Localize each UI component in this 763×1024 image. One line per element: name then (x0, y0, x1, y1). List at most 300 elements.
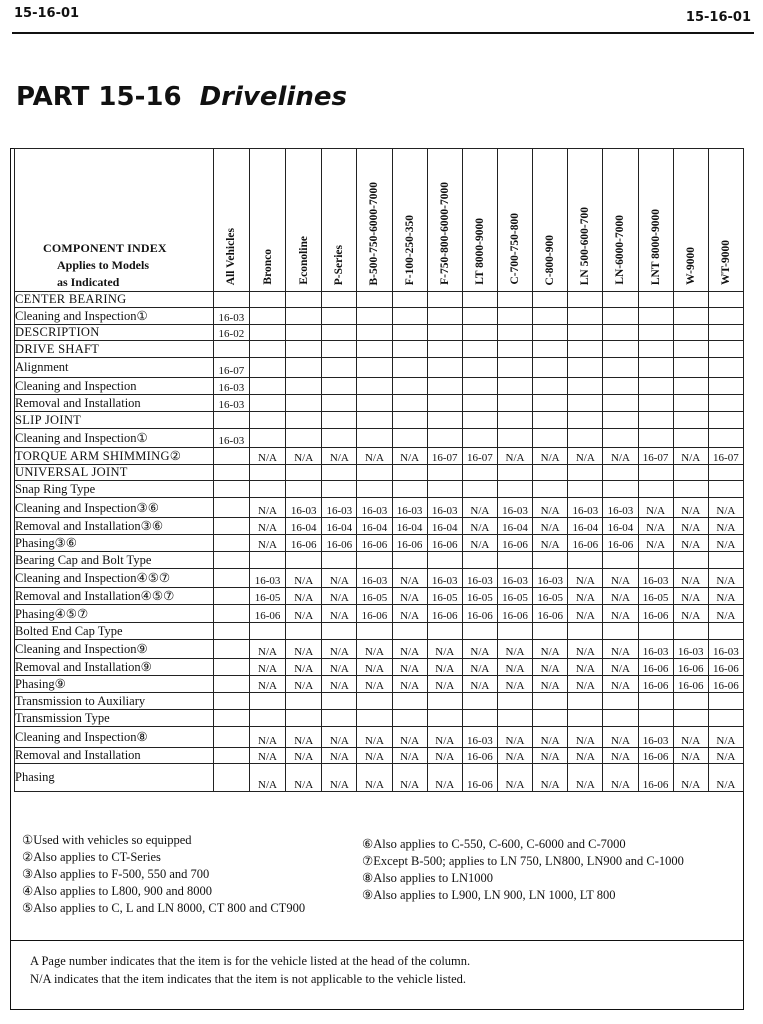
page-ref-cell: N/A (673, 569, 708, 588)
legend-note: N/A indicates that the item indicates that the item is not applicable to the vehicle listed. (30, 972, 466, 986)
page-ref-cell (568, 429, 603, 448)
page-ref-cell: N/A (392, 569, 427, 588)
page-ref-cell (533, 341, 568, 358)
row-label: UNIVERSAL JOINT (15, 465, 214, 481)
table-row (15, 659, 744, 676)
page-ref-cell: 16-05 (427, 588, 462, 605)
page-ref-cell (533, 412, 568, 429)
page-ref-cell: 16-04 (286, 518, 322, 535)
column-header (603, 149, 638, 292)
component-index-sub1: Applies to Models (57, 258, 150, 272)
column-header-label: B-500-750-6000-7000 (368, 181, 381, 285)
page-ref-cell (568, 623, 603, 640)
page-ref-cell (286, 395, 322, 412)
page-ref-cell (462, 465, 497, 481)
page-ref-cell (249, 358, 285, 378)
row-label: Removal and Installation③⑥ (15, 518, 214, 535)
column-header-label: LN-6000-7000 (614, 215, 627, 285)
page-ref-cell (673, 429, 708, 448)
page-ref-cell: N/A (533, 518, 568, 535)
page-ref-cell (533, 429, 568, 448)
page-ref-cell: 16-06 (638, 676, 673, 693)
page-ref-cell: N/A (357, 448, 392, 465)
page-ref-cell (357, 481, 392, 498)
page-ref-cell (568, 378, 603, 395)
page-ref-cell (603, 693, 638, 710)
page-ref-cell: 16-06 (497, 605, 532, 623)
page-ref-cell: N/A (497, 659, 532, 676)
page-ref-cell (462, 395, 497, 412)
page-ref-cell: N/A (462, 498, 497, 518)
page-ref-cell: 16-06 (392, 535, 427, 552)
page-ref-cell: N/A (392, 676, 427, 693)
page-ref-cell (708, 308, 743, 325)
page-ref-cell: N/A (462, 659, 497, 676)
footnote: ⑨Also applies to L900, LN 900, LN 1000, LT 800 (362, 888, 616, 902)
page-ref-cell (357, 395, 392, 412)
page-ref-cell: 16-03 (322, 498, 357, 518)
page-ref-cell (708, 623, 743, 640)
page-ref-cell (568, 358, 603, 378)
page-ref-cell (462, 292, 497, 308)
page-ref-cell (533, 395, 568, 412)
page-ref-cell (322, 552, 357, 569)
page-ref-cell (638, 552, 673, 569)
page-ref-cell: N/A (638, 535, 673, 552)
page-ref-cell (673, 378, 708, 395)
page-ref-cell: N/A (673, 588, 708, 605)
page-ref-cell: N/A (286, 605, 322, 623)
column-header (673, 149, 708, 292)
page-ref-cell: N/A (708, 569, 743, 588)
page-ref-cell (249, 710, 285, 727)
page-ref-cell: 16-06 (357, 535, 392, 552)
table-row (15, 552, 744, 569)
page-ref-cell: N/A (603, 748, 638, 764)
page-ref-cell (249, 412, 285, 429)
page-ref-cell: N/A (673, 764, 708, 792)
column-header (638, 149, 673, 292)
page-ref-cell: 16-03 (462, 727, 497, 748)
table-row (15, 358, 744, 378)
table-row (15, 727, 744, 748)
page-ref-cell: N/A (568, 659, 603, 676)
page-ref-cell (427, 465, 462, 481)
page-ref-cell: 16-06 (462, 764, 497, 792)
page-ref-cell: N/A (322, 448, 357, 465)
page-ref-cell: 16-03 (568, 498, 603, 518)
page-ref-cell: 16-03 (497, 569, 532, 588)
page-ref-cell: 16-03 (392, 498, 427, 518)
page-ref-cell: 16-03 (213, 395, 249, 412)
page-ref-cell (286, 341, 322, 358)
column-header (568, 149, 603, 292)
page-ref-cell: 16-04 (497, 518, 532, 535)
page-ref-cell: N/A (249, 748, 285, 764)
page-ref-cell: 16-04 (568, 518, 603, 535)
page-ref-cell (497, 412, 532, 429)
page-ref-cell: N/A (568, 640, 603, 659)
page-ref-cell: N/A (427, 676, 462, 693)
column-header (357, 149, 392, 292)
page-ref-cell (392, 395, 427, 412)
page-ref-cell (322, 395, 357, 412)
page-ref-cell: N/A (673, 518, 708, 535)
page-ref-cell: N/A (708, 518, 743, 535)
page-ref-cell (357, 341, 392, 358)
page-ref-cell: N/A (357, 676, 392, 693)
page-ref-cell: N/A (286, 588, 322, 605)
table-row (15, 325, 744, 341)
column-header-label: WT-9000 (719, 240, 732, 285)
page-ref-cell (708, 358, 743, 378)
page-ref-cell: N/A (603, 640, 638, 659)
footnotes-left (22, 832, 305, 917)
page-ref-cell: N/A (568, 748, 603, 764)
row-label: Alignment (15, 358, 214, 378)
page-ref-cell: N/A (286, 676, 322, 693)
page-ref-cell (708, 552, 743, 569)
page-ref-cell (568, 325, 603, 341)
title-part: PART 15-16 (16, 82, 182, 112)
page-ref-cell (249, 292, 285, 308)
page-ref-cell (638, 308, 673, 325)
page-ref-cell (673, 481, 708, 498)
page-ref-cell (673, 395, 708, 412)
page-ref-cell (603, 623, 638, 640)
page-ref-cell (322, 465, 357, 481)
page-ref-cell: N/A (392, 764, 427, 792)
table-row (15, 292, 744, 308)
table-row (15, 498, 744, 518)
page-header-right: 15-16-01 (685, 10, 751, 25)
page-ref-cell (497, 378, 532, 395)
page-ref-cell (638, 710, 673, 727)
page-ref-cell (638, 378, 673, 395)
page-ref-cell: N/A (497, 448, 532, 465)
page-ref-cell (357, 378, 392, 395)
page-ref-cell (533, 325, 568, 341)
page-ref-cell: 16-03 (213, 308, 249, 325)
page-ref-cell: N/A (322, 659, 357, 676)
page-ref-cell: N/A (673, 748, 708, 764)
page-ref-cell (322, 341, 357, 358)
page-ref-cell (603, 552, 638, 569)
table-row (15, 341, 744, 358)
page-ref-cell (357, 308, 392, 325)
page-ref-cell (638, 693, 673, 710)
page-ref-cell (638, 325, 673, 341)
page-ref-cell (249, 693, 285, 710)
column-header-label: LNT 8000-9000 (649, 208, 662, 285)
page-ref-cell: N/A (322, 569, 357, 588)
page-ref-cell: N/A (673, 448, 708, 465)
page-ref-cell (213, 498, 249, 518)
page-ref-cell (249, 341, 285, 358)
page-ref-cell (708, 378, 743, 395)
footnote: ③Also applies to F-500, 550 and 700 (22, 867, 210, 881)
page-ref-cell (322, 623, 357, 640)
page-ref-cell: 16-03 (462, 569, 497, 588)
column-header (392, 149, 427, 292)
page-ref-cell (673, 325, 708, 341)
page-ref-cell (286, 292, 322, 308)
page-ref-cell: N/A (708, 764, 743, 792)
row-label: Removal and Installation④⑤⑦ (15, 588, 214, 605)
page-ref-cell (213, 292, 249, 308)
page-ref-cell (427, 710, 462, 727)
page-ref-cell (708, 465, 743, 481)
page-ref-cell: N/A (357, 640, 392, 659)
page-ref-cell: N/A (708, 588, 743, 605)
footnote: ⑤Also applies to C, L and LN 8000, CT 800 and CT900 (22, 901, 306, 915)
page-ref-cell: N/A (392, 605, 427, 623)
page-ref-cell: 16-07 (638, 448, 673, 465)
column-header-label: All Vehicles (225, 227, 238, 285)
page-ref-cell: N/A (357, 727, 392, 748)
page-ref-cell: N/A (427, 748, 462, 764)
column-header-label: Econoline (297, 236, 310, 285)
page-ref-cell (497, 693, 532, 710)
component-index-cell (15, 149, 214, 292)
row-label: Cleaning and Inspection④⑤⑦ (15, 569, 214, 588)
page-ref-cell: N/A (286, 448, 322, 465)
footnote: ④Also applies to L800, 900 and 8000 (22, 884, 213, 898)
page-ref-cell (357, 292, 392, 308)
page-ref-cell (322, 378, 357, 395)
page-ref-cell (392, 552, 427, 569)
page-ref-cell: N/A (603, 764, 638, 792)
page-ref-cell (392, 341, 427, 358)
page-ref-cell (603, 358, 638, 378)
page-ref-cell: N/A (533, 498, 568, 518)
page-ref-cell (533, 623, 568, 640)
page-ref-cell (322, 358, 357, 378)
page-ref-cell: N/A (497, 748, 532, 764)
column-header-label: Bronco (261, 249, 274, 285)
column-header-label: C-800-900 (544, 234, 557, 285)
page-ref-cell: N/A (392, 640, 427, 659)
page-ref-cell: N/A (638, 518, 673, 535)
table-header-row (15, 149, 744, 292)
page-ref-cell: N/A (708, 498, 743, 518)
page-ref-cell (462, 623, 497, 640)
page-ref-cell: 16-03 (286, 498, 322, 518)
page-ref-cell (568, 292, 603, 308)
page-ref-cell: N/A (322, 727, 357, 748)
page-ref-cell (462, 308, 497, 325)
table-row (15, 676, 744, 693)
page-ref-cell (533, 308, 568, 325)
page-ref-cell: N/A (708, 535, 743, 552)
page-ref-cell: N/A (603, 727, 638, 748)
table-row (15, 465, 744, 481)
page-ref-cell: 16-06 (497, 535, 532, 552)
page-ref-cell: 16-06 (568, 535, 603, 552)
page-ref-cell (357, 693, 392, 710)
column-header (462, 149, 497, 292)
page-ref-cell (603, 429, 638, 448)
page-ref-cell (322, 412, 357, 429)
page-ref-cell: 16-03 (249, 569, 285, 588)
page-ref-cell (603, 292, 638, 308)
column-header-label: F-750-800-6000-7000 (438, 182, 451, 285)
page-ref-cell (286, 429, 322, 448)
page-ref-cell: N/A (673, 498, 708, 518)
page-ref-cell (357, 358, 392, 378)
page-ref-cell: N/A (322, 640, 357, 659)
page-ref-cell (568, 341, 603, 358)
page-ref-cell: 16-04 (427, 518, 462, 535)
column-header-label: C-700-750-800 (509, 213, 521, 285)
page-ref-cell (392, 623, 427, 640)
page-ref-cell: 16-06 (673, 676, 708, 693)
page-ref-cell (427, 325, 462, 341)
page-ref-cell (462, 429, 497, 448)
page-ref-cell (427, 358, 462, 378)
page-ref-cell: N/A (673, 727, 708, 748)
page-ref-cell (497, 292, 532, 308)
page-ref-cell (708, 292, 743, 308)
page-ref-cell (568, 465, 603, 481)
footnote: ⑦Except B-500; applies to LN 750, LN800, LN900 and C-1000 (362, 854, 684, 868)
page-ref-cell (497, 552, 532, 569)
page-ref-cell (249, 429, 285, 448)
page-ref-cell (638, 341, 673, 358)
page-ref-cell: N/A (286, 569, 322, 588)
page-ref-cell (462, 481, 497, 498)
page-ref-cell (603, 378, 638, 395)
page-ref-cell (286, 465, 322, 481)
page-ref-cell (213, 465, 249, 481)
page-ref-cell (357, 623, 392, 640)
row-label: Transmission to Auxiliary (15, 693, 214, 710)
table-row (15, 569, 744, 588)
page-ref-cell (673, 623, 708, 640)
page-ref-cell: N/A (497, 727, 532, 748)
table-row (15, 518, 744, 535)
table-row (15, 308, 744, 325)
page-ref-cell: 16-06 (286, 535, 322, 552)
table-row (15, 748, 744, 764)
column-header (286, 149, 322, 292)
page-ref-cell (603, 412, 638, 429)
page-header-left: 15-16-01 (14, 6, 80, 21)
page-ref-cell: N/A (286, 659, 322, 676)
page-ref-cell: N/A (708, 727, 743, 748)
page-ref-cell: 16-05 (357, 588, 392, 605)
page-ref-cell (497, 429, 532, 448)
page-ref-cell (568, 552, 603, 569)
row-label: CENTER BEARING (15, 292, 214, 308)
page-ref-cell: 16-06 (322, 535, 357, 552)
page-ref-cell (638, 481, 673, 498)
page-ref-cell: N/A (249, 640, 285, 659)
row-label: Transmission Type (15, 710, 214, 727)
page-ref-cell (249, 378, 285, 395)
footnote: ⑧Also applies to LN1000 (362, 871, 493, 885)
page-ref-cell: 16-06 (427, 605, 462, 623)
page-ref-cell: 16-05 (533, 588, 568, 605)
page-ref-cell (638, 465, 673, 481)
page-ref-cell: N/A (568, 764, 603, 792)
page-ref-cell (497, 623, 532, 640)
page-ref-cell (462, 552, 497, 569)
page-ref-cell (708, 395, 743, 412)
footnote: ②Also applies to CT-Series (22, 850, 161, 864)
page-ref-cell: N/A (673, 535, 708, 552)
row-label: Cleaning and Inspection① (15, 308, 214, 325)
page-ref-cell: 16-03 (638, 569, 673, 588)
page-ref-cell (286, 623, 322, 640)
page-ref-cell: N/A (357, 659, 392, 676)
page-ref-cell (462, 325, 497, 341)
page-ref-cell (249, 481, 285, 498)
page-ref-cell: 16-06 (638, 748, 673, 764)
page-ref-cell (638, 358, 673, 378)
page-ref-cell: 16-02 (213, 325, 249, 341)
page-ref-cell: N/A (357, 764, 392, 792)
header-rule (12, 32, 754, 34)
page-ref-cell (286, 325, 322, 341)
page-ref-cell: N/A (533, 640, 568, 659)
column-header (708, 149, 743, 292)
row-label: Cleaning and Inspection③⑥ (15, 498, 214, 518)
page-ref-cell: N/A (249, 676, 285, 693)
page-ref-cell: 16-05 (638, 588, 673, 605)
page-ref-cell: 16-03 (638, 640, 673, 659)
page-ref-cell: N/A (427, 764, 462, 792)
page-ref-cell (638, 292, 673, 308)
legend-note: A Page number indicates that the item is for the vehicle listed at the head of the column. (30, 954, 471, 968)
page-ref-cell (568, 693, 603, 710)
page-ref-cell (322, 325, 357, 341)
page-ref-cell: N/A (533, 676, 568, 693)
page-ref-cell (638, 623, 673, 640)
page-ref-cell (673, 465, 708, 481)
page-ref-cell: N/A (708, 605, 743, 623)
page-ref-cell (427, 412, 462, 429)
page-ref-cell: N/A (568, 588, 603, 605)
page-ref-cell (568, 395, 603, 412)
column-header (427, 149, 462, 292)
page-ref-cell (497, 710, 532, 727)
page-ref-cell (213, 623, 249, 640)
page-ref-cell: N/A (497, 764, 532, 792)
column-header-label: LT 8000-9000 (473, 218, 486, 285)
page-ref-cell (357, 412, 392, 429)
page-ref-cell (603, 341, 638, 358)
row-label: Removal and Installation (15, 748, 214, 764)
page-ref-cell (213, 412, 249, 429)
page-ref-cell (213, 748, 249, 764)
page-ref-cell (427, 623, 462, 640)
page-ref-cell: 16-05 (462, 588, 497, 605)
page-ref-cell (213, 569, 249, 588)
page-ref-cell (213, 588, 249, 605)
row-label: Phasing④⑤⑦ (15, 605, 214, 623)
title-name: Drivelines (199, 82, 347, 112)
page-ref-cell (708, 325, 743, 341)
page-ref-cell: 16-07 (462, 448, 497, 465)
table-row (15, 710, 744, 727)
page-ref-cell: N/A (286, 748, 322, 764)
page-ref-cell: 16-06 (603, 535, 638, 552)
page-ref-cell: N/A (249, 764, 285, 792)
page-ref-cell: 16-03 (213, 429, 249, 448)
row-label: Phasing (15, 764, 214, 792)
page-ref-cell (603, 325, 638, 341)
